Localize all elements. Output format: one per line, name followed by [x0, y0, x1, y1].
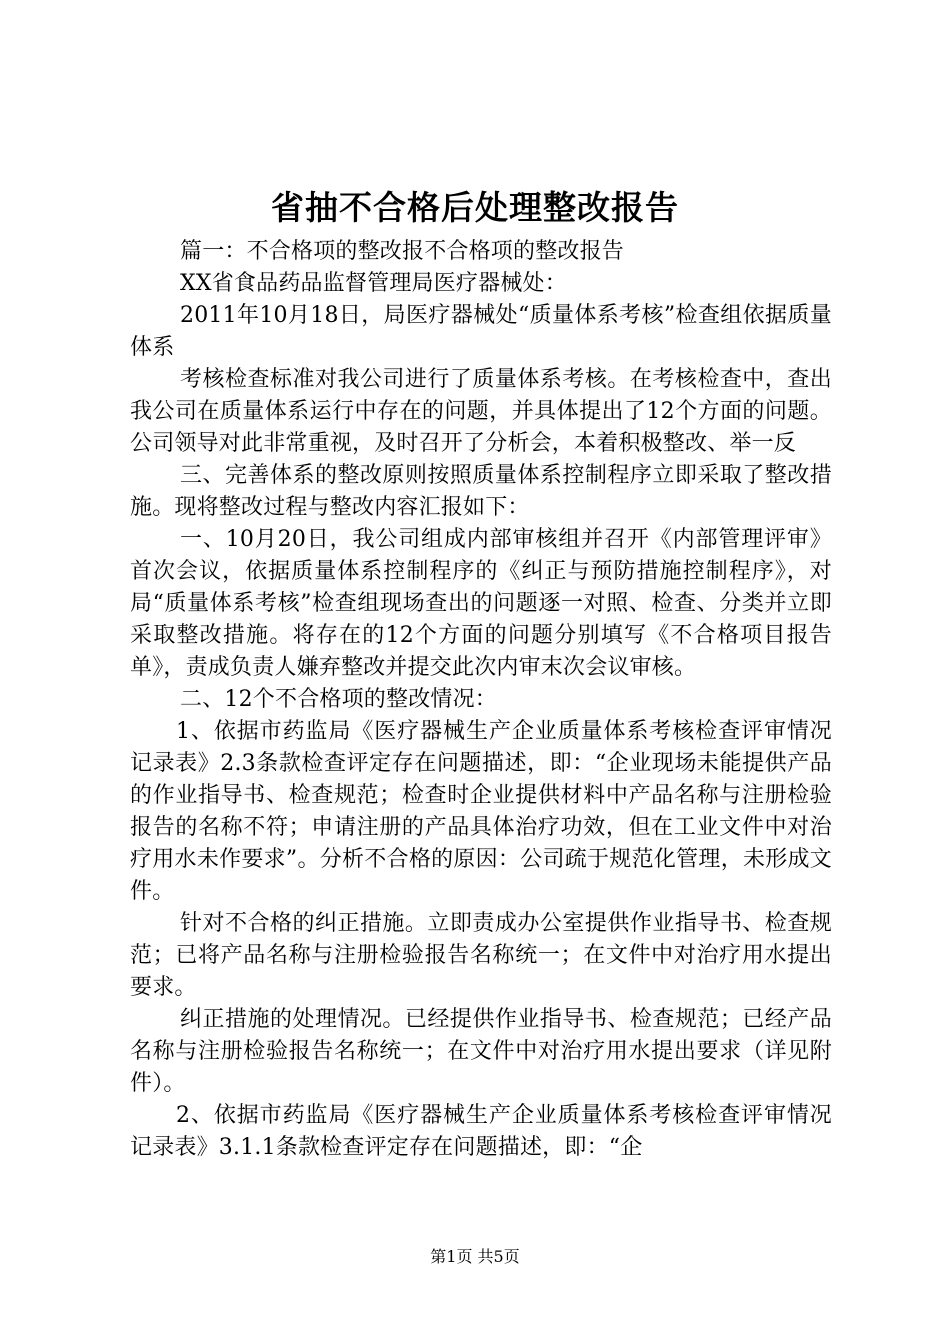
- paragraph: 三、完善体系的整改原则按照质量体系控制程序立即采取了整改措施。现将整改过程与整改内容汇报如下：: [130, 463, 832, 520]
- paragraph: 2、依据市药监局《医疗器械生产企业质量体系考核检查评审情况记录表》3.1.1条款检查评定存在问题描述，即：“企: [130, 1103, 832, 1160]
- paragraph: 1、依据市药监局《医疗器械生产企业质量体系考核检查评审情况记录表》2.3条款检查评定存在问题描述，即：“企业现场未能提供产品的作业指导书、检查规范；检查时企业提供材料中产品名称与注册检验报告的名称不符；申请注册的产品具体治疗功效，但在工业文件中对治疗用水未作要求”。分析不合格的原因：公司疏于规范化管理，未形成文件。: [130, 719, 832, 904]
- paragraph: 篇一：不合格项的整改报不合格项的整改报告: [180, 239, 625, 264]
- paragraph: 考核检查标准对我公司进行了质量体系考核。在考核检查中，查出我公司在质量体系运行中存在的问题，并具体提出了12个方面的问题。公司领导对此非常重视，及时召开了分析会，本着积极整改、举一反: [130, 367, 832, 456]
- paragraph: 针对不合格的纠正措施。立即责成办公室提供作业指导书、检查规范；已将产品名称与注册检验报告名称统一；在文件中对治疗用水提出要求。: [130, 911, 832, 1000]
- paragraph: 一、10月20日，我公司组成内部审核组并召开《内部管理评审》首次会议，依据质量体系控制程序的《纠正与预防措施控制程序》，对局“质量体系考核”检查组现场查出的问题逐一对照、检查、分类并立即采取整改措施。将存在的12个方面的问题分别填写《不合格项目报告单》，责成负责人嫌弃整改并提交此次内审末次会议审核。: [130, 527, 832, 680]
- paragraph: XX省食品药品监督管理局医疗器械处：: [180, 271, 567, 296]
- page-number: 第1页 共5页: [430, 1247, 520, 1266]
- document-body: [130, 236, 832, 1164]
- paragraph: 二、12个不合格项的整改情况：: [180, 687, 497, 712]
- paragraph: 纠正措施的处理情况。已经提供作业指导书、检查规范；已经产品名称与注册检验报告名称统一；在文件中对治疗用水提出要求（详见附件）。: [130, 1007, 832, 1096]
- document-title: 省抽不合格后处理整改报告: [271, 188, 679, 227]
- paragraph: 2011年10月18日，局医疗器械处“质量体系考核”检查组依据质量体系: [130, 303, 832, 360]
